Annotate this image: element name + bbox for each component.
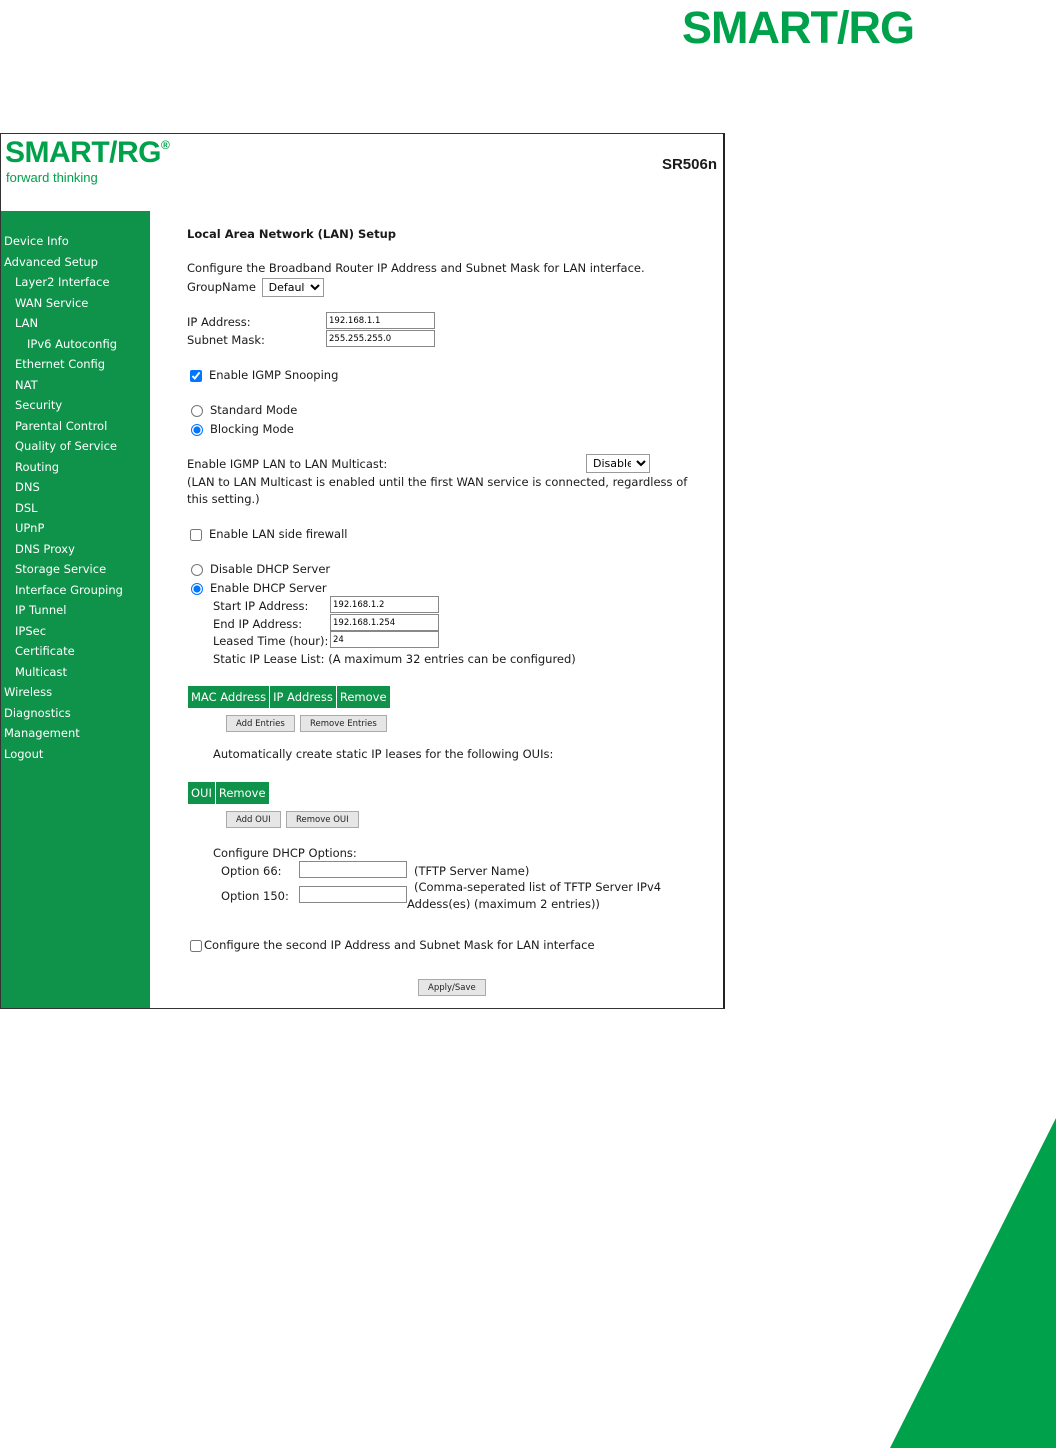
blocking-mode-label: Blocking Mode (210, 422, 294, 436)
static-lease-table (187, 685, 391, 709)
lan-multicast-note-line1: (LAN to LAN Multicast is enabled until the first WAN service is connected, regardless of (187, 475, 688, 489)
sidebar-item-dsl[interactable]: DSL (15, 500, 38, 515)
lan-firewall-checkbox[interactable] (190, 529, 202, 541)
table-header-ip: IP Address (270, 686, 337, 709)
lan-multicast-select[interactable] (586, 454, 650, 473)
blocking-mode-row (191, 422, 294, 436)
ip-address-label: IP Address: (187, 315, 251, 329)
oui-table (187, 781, 270, 805)
sidebar-item-ipv6-autoconfig[interactable]: IPv6 Autoconfig (27, 336, 117, 351)
table-header-row (188, 686, 391, 709)
disable-dhcp-row (191, 562, 330, 576)
remove-oui-button[interactable]: Remove OUI (286, 811, 359, 828)
sidebar-item-wireless[interactable]: Wireless (4, 685, 53, 699)
lan-setup-panel (150, 211, 725, 1009)
sidebar-item-logout[interactable]: Logout (4, 746, 44, 761)
lan-description: Configure the Broadband Router IP Address and Subnet Mask for LAN interface. (187, 261, 645, 275)
sidebar-item-wan-service[interactable]: WAN Service (15, 295, 89, 310)
remove-entries-button[interactable]: Remove Entries (300, 715, 387, 732)
sidebar-item-parental-control[interactable]: Parental Control (15, 418, 108, 433)
router-logo: SMART/RG® (5, 136, 170, 169)
sidebar-item-device-info[interactable]: Device Info (4, 234, 69, 248)
start-ip-input[interactable] (330, 596, 439, 613)
sidebar-item-advanced-setup[interactable]: Advanced Setup (4, 254, 98, 269)
option150-note-line1: (Comma-seperated list of TFTP Server IPv4 (414, 880, 662, 894)
table-header-mac: MAC Address (188, 686, 270, 709)
lease-time-input[interactable] (330, 631, 439, 648)
sidebar-item-diagnostics[interactable]: Diagnostics (4, 705, 71, 720)
standard-mode-row (191, 403, 297, 417)
static-lease-label: Static IP Lease List: (A maximum 32 entries can be configured) (213, 652, 576, 666)
subnet-mask-input[interactable] (326, 330, 435, 347)
igmp-snooping-checkbox[interactable] (190, 370, 202, 382)
sidebar-item-ip-tunnel[interactable]: IP Tunnel (15, 603, 67, 617)
group-name-row (187, 278, 324, 297)
sidebar-item-nat[interactable]: NAT (15, 377, 38, 392)
second-ip-row (190, 938, 595, 952)
sidebar-item-interface-grouping[interactable]: Interface Grouping (15, 582, 123, 597)
table-header-row (188, 782, 270, 805)
ip-address-input[interactable] (326, 312, 435, 329)
option150-label: Option 150: (221, 889, 289, 903)
add-oui-button[interactable]: Add OUI (226, 811, 281, 828)
end-ip-input[interactable] (330, 614, 439, 631)
group-name-label: GroupName (187, 280, 256, 294)
oui-intro: Automatically create static IP leases for the following OUIs: (213, 747, 554, 761)
table-header-remove: Remove (336, 686, 390, 709)
second-ip-label: Configure the second IP Address and Subnet Mask for LAN interface (204, 938, 595, 952)
subnet-mask-label: Subnet Mask: (187, 333, 265, 347)
start-ip-label: Start IP Address: (213, 599, 309, 613)
registered-mark: ® (161, 138, 170, 152)
enable-dhcp-radio[interactable] (191, 583, 203, 595)
sidebar-item-ipsec[interactable]: IPSec (15, 623, 47, 638)
add-entries-button[interactable]: Add Entries (226, 715, 295, 732)
corner-decoration (890, 1118, 1056, 1448)
lan-multicast-note-line2: this setting.) (187, 492, 260, 506)
disable-dhcp-label: Disable DHCP Server (210, 562, 331, 576)
page-title: Local Area Network (LAN) Setup (187, 227, 397, 241)
sidebar-item-routing[interactable]: Routing (15, 459, 60, 474)
disable-dhcp-radio[interactable] (191, 564, 203, 576)
option66-label: Option 66: (221, 864, 282, 878)
router-screenshot (0, 133, 725, 1009)
router-model: SR506n (661, 156, 717, 173)
standard-mode-radio[interactable] (191, 405, 203, 417)
option150-note-line2: Addess(es) (maximum 2 entries)) (407, 897, 600, 911)
igmp-snooping-label: Enable IGMP Snooping (209, 368, 339, 382)
lan-firewall-row (190, 527, 347, 541)
lan-firewall-label: Enable LAN side firewall (209, 527, 348, 541)
enable-dhcp-label: Enable DHCP Server (210, 581, 327, 595)
end-ip-label: End IP Address: (213, 617, 303, 631)
group-name-select[interactable] (262, 278, 324, 297)
option66-input[interactable] (299, 861, 407, 878)
blocking-mode-radio[interactable] (191, 424, 203, 436)
sidebar-item-multicast[interactable]: Multicast (15, 664, 67, 679)
lan-multicast-label: Enable IGMP LAN to LAN Multicast: (187, 457, 388, 471)
sidebar-item-lan[interactable]: LAN (15, 316, 39, 330)
apply-save-button[interactable]: Apply/Save (418, 979, 486, 996)
sidebar-nav (1, 211, 150, 1009)
router-tagline: forward thinking (6, 170, 98, 185)
option66-note: (TFTP Server Name) (414, 864, 530, 878)
sidebar-item-quality-of-service[interactable]: Quality of Service (15, 439, 117, 453)
dhcp-options-label: Configure DHCP Options: (213, 846, 357, 860)
sidebar-item-dns-proxy[interactable]: DNS Proxy (15, 541, 75, 556)
sidebar-item-upnp[interactable]: UPnP (15, 521, 45, 535)
sidebar-item-storage-service[interactable]: Storage Service (15, 562, 107, 576)
sidebar-item-dns[interactable]: DNS (15, 480, 40, 494)
sidebar-item-security[interactable]: Security (15, 398, 63, 412)
enable-dhcp-row (191, 581, 327, 595)
igmp-snooping-row (190, 368, 338, 382)
sidebar-item-certificate[interactable]: Certificate (15, 644, 75, 658)
page-brand-logo: SMART/RG (682, 2, 914, 53)
lease-time-label: Leased Time (hour): (213, 634, 329, 648)
sidebar-item-layer2-interface[interactable]: Layer2 Interface (15, 275, 110, 289)
router-header (1, 134, 723, 211)
table-header-oui: OUI (188, 782, 216, 805)
sidebar-item-ethernet-config[interactable]: Ethernet Config (15, 357, 106, 371)
table-header-remove: Remove (215, 782, 269, 805)
sidebar-item-management[interactable]: Management (4, 726, 80, 740)
second-ip-checkbox[interactable] (190, 940, 202, 952)
standard-mode-label: Standard Mode (210, 403, 298, 417)
option150-input[interactable] (299, 886, 407, 903)
